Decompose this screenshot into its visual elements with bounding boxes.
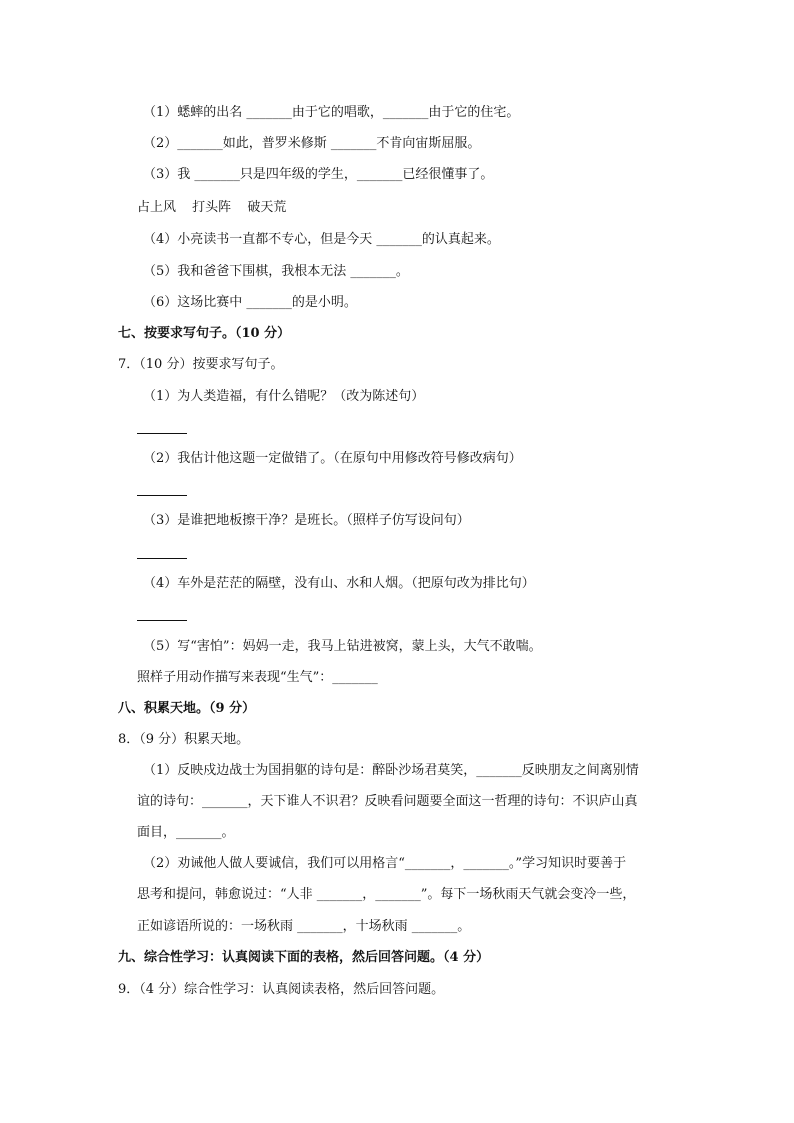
question-6-item-5: （5）我和爸爸下围棋，我根本无法 _______。 bbox=[143, 264, 409, 279]
section-7-heading: 七、按要求写句子。（10 分） bbox=[118, 326, 291, 341]
word-bank-item: 占上风 bbox=[137, 200, 177, 215]
question-7-title: 7．（10 分）按要求写句子。 bbox=[118, 357, 284, 372]
word-bank bbox=[137, 199, 298, 217]
answer-line[interactable] bbox=[137, 495, 187, 496]
question-6-item-4: （4）小亮读书一直都不专心，但是今天 _______的认真起来。 bbox=[143, 232, 500, 247]
question-6-item-6: （6）这场比赛中 _______的是小明。 bbox=[143, 295, 357, 310]
question-7-item-5: （5）写“害怕”：妈妈一走，我马上钻进被窝，蒙上头，大气不敢喘。 bbox=[143, 639, 542, 654]
question-6-item-1: （1）蟋蟀的出名 _______由于它的唱歌，_______由于它的住宅。 bbox=[143, 105, 520, 120]
section-8-heading: 八、积累天地。（9 分） bbox=[118, 701, 256, 716]
question-7-item-2: （2）我估计他这题一定做错了。（在原句中用修改符号修改病句） bbox=[143, 451, 522, 466]
word-bank-item: 打头阵 bbox=[192, 200, 232, 215]
question-7-item-4: （4）车外是茫茫的隔壁，没有山、水和人烟。（把原句改为排比句） bbox=[143, 576, 535, 591]
answer-line[interactable] bbox=[137, 558, 187, 559]
question-7-item-1: （1）为人类造福，有什么错呢？（改为陈述句） bbox=[143, 389, 425, 404]
question-8-item-2-line-2: 思考和提问，韩愈说过：“人非 _______，_______”。每下一场秋雨天气就会变冷一些， bbox=[137, 887, 636, 902]
question-7-imitate: 照样子用动作描写来表现“生气”：_______ bbox=[137, 670, 378, 685]
question-9-title: 9．（4 分）综合性学习：认真阅读表格，然后回答问题。 bbox=[118, 982, 445, 997]
question-8-item-1-line-3: 面目，_______。 bbox=[137, 825, 235, 840]
word-bank-item: 破天荒 bbox=[247, 200, 287, 215]
question-6-item-3: （3）我 _______只是四年级的学生，_______已经很懂事了。 bbox=[143, 167, 494, 182]
question-8-item-1-line-2: 谊的诗句：_______，天下谁人不识君？反映看问题要全面这一哲理的诗句：不识庐山真 bbox=[137, 794, 638, 809]
question-6-item-2: （2）_______如此，普罗米修斯 _______不肯向宙斯屈服。 bbox=[143, 136, 481, 151]
section-9-heading: 九、综合性学习：认真阅读下面的表格，然后回答问题。（4 分） bbox=[118, 950, 490, 965]
question-8-item-1-line-1: （1）反映戍边战士为国捐躯的诗句是：醉卧沙场君莫笑，_______反映朋友之间离别情 bbox=[143, 763, 639, 778]
question-8-title: 8．（9 分）积累天地。 bbox=[118, 732, 250, 747]
answer-line[interactable] bbox=[137, 620, 187, 621]
question-8-item-2-line-1: （2）劝诫他人做人要诚信，我们可以用格言“_______，_______。”学习知识时要善于 bbox=[143, 856, 627, 871]
question-7-item-3: （3）是谁把地板擦干净？是班长。（照样子仿写设问句） bbox=[143, 513, 470, 528]
answer-line[interactable] bbox=[137, 433, 187, 434]
question-8-item-2-line-3: 正如谚语所说的：一场秋雨 _______，十场秋雨 _______。 bbox=[137, 919, 471, 934]
